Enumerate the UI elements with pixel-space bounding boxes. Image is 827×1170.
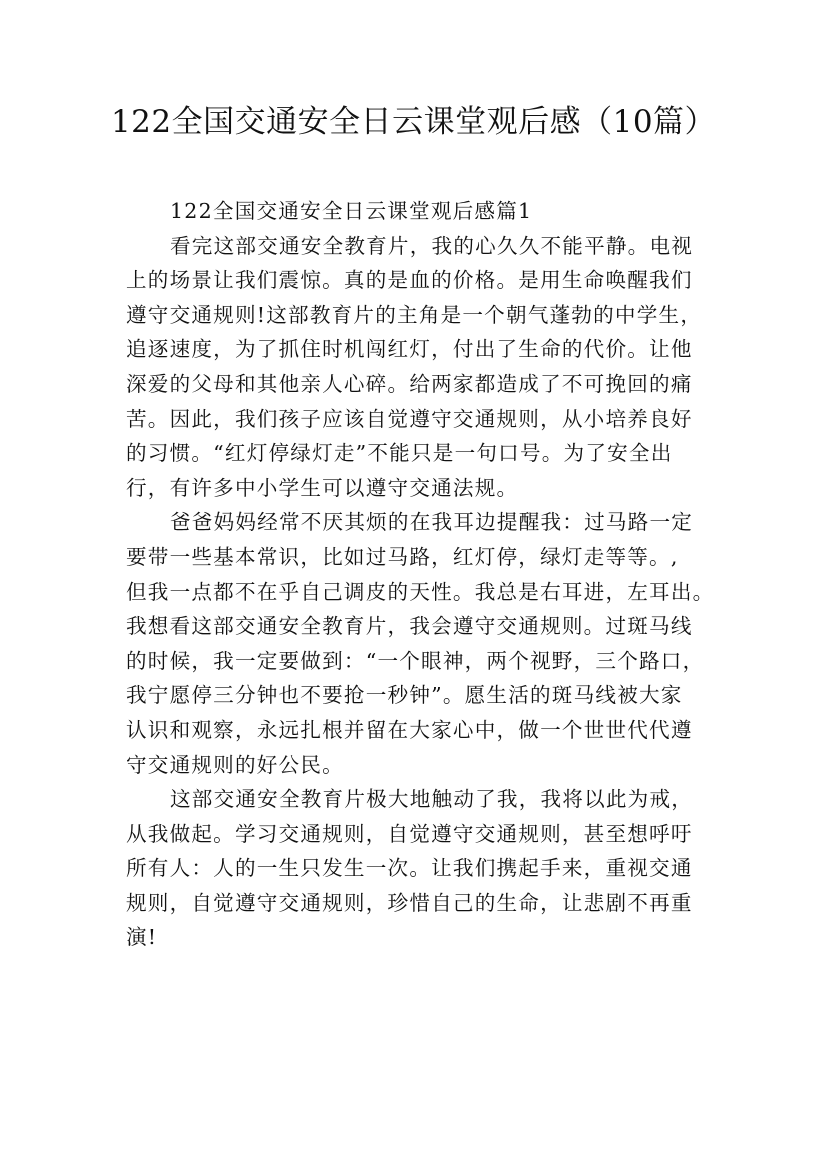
paragraph-line: 规则，自觉遵守交通规则，珍惜自己的生命，让悲剧不再重 <box>126 890 693 915</box>
document-body <box>126 194 716 955</box>
paragraph-line: 苦。因此，我们孩子应该自觉遵守交通规则，从小培养良好 <box>126 406 693 431</box>
paragraph-line: 的时候，我一定要做到：“一个眼神，两个视野，三个路口， <box>126 648 705 673</box>
paragraph-line: 认识和观察，永远扎根并留在大家心中，做一个世世代代遵 <box>126 717 693 742</box>
paragraph-line: 演! <box>126 925 158 950</box>
paragraph-line: 我想看这部交通安全教育片，我会遵守交通规则。过斑马线 <box>126 614 693 639</box>
paragraph-line: 的习惯。“红灯停绿灯走”不能只是一句口号。为了安全出 <box>126 441 673 466</box>
paragraph-line: 要带一些基本常识，比如过马路，红灯停，绿灯走等等。, <box>126 544 679 569</box>
paragraph-line: 深爱的父母和其他亲人心碎。给两家都造成了不可挽回的痛 <box>126 371 693 396</box>
paragraph-line: 看完这部交通安全教育片，我的心久久不能平静。电视 <box>170 233 694 258</box>
paragraph-line: 遵守交通规则!这部教育片的主角是一个朝气蓬勃的中学生， <box>126 302 703 327</box>
paragraph-line: 追逐速度，为了抓住时机闯红灯，付出了生命的代价。让他 <box>126 337 693 362</box>
paragraph-line: 守交通规则的好公民。 <box>126 752 344 777</box>
paragraph-line: 我宁愿停三分钟也不要抢一秒钟”。愿生活的斑马线被大家 <box>126 683 683 708</box>
paragraph-line: 所有人：人的一生只发生一次。让我们携起手来，重视交通 <box>126 856 693 881</box>
paragraph-line: 上的场景让我们震惊。真的是血的价格。是用生命唤醒我们 <box>126 268 693 293</box>
paragraph-line: 这部交通安全教育片极大地触动了我，我将以此为戒， <box>170 787 694 812</box>
paragraph-line: 从我做起。学习交通规则，自觉遵守交通规则，甚至想呼吁 <box>126 821 693 846</box>
paragraph-line: 行，有许多中小学生可以遵守交通法规。 <box>126 475 519 500</box>
document-title: 122全国交通安全日云课堂观后感（10篇） <box>110 104 717 140</box>
paragraph-line: 但我一点都不在乎自己调皮的天性。我总是右耳进，左耳出。 <box>126 579 715 604</box>
paragraph-line: 爸爸妈妈经常不厌其烦的在我耳边提醒我：过马路一定 <box>170 510 694 535</box>
section-heading: 122全国交通安全日云课堂观后感篇1 <box>170 199 533 223</box>
